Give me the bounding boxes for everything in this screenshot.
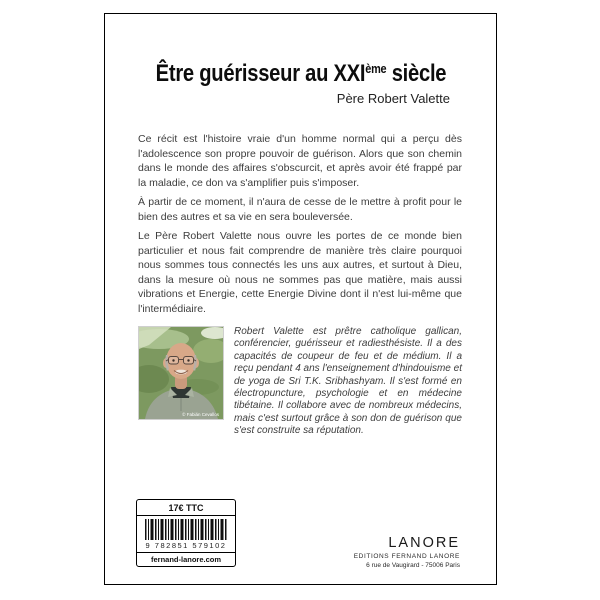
publisher-address: 6 rue de Vaugirard - 75006 Paris [366, 561, 460, 569]
publisher-name: EDITIONS FERNAND LANORE [353, 553, 460, 560]
book-title-part2: siècle [385, 60, 446, 87]
synopsis-paragraph-2: À partir de ce moment, il n'aura de cesse de le mettre à profit pour le bien des autres et sa vie en sera bouleversée. [138, 196, 462, 223]
author-bio-section [138, 326, 462, 438]
publisher-block [354, 535, 460, 569]
price-label: 17€ TTC [137, 500, 235, 516]
title-block [105, 60, 496, 88]
synopsis-paragraph-3: Le Père Robert Valette nous ouvre les portes de ce monde bien particulier et nous fait comprendre de manière très claire pourquoi nous sommes tous connectés les uns aux autres, et surtout à Dieu, dans la mesure où nous ne sommes pas que matière, mais aussi vibrations et Energie, cette Energie Divine dont il n'est lui-même que l'intermédiaire. [138, 230, 462, 315]
barcode-box [136, 499, 236, 567]
synopsis [138, 132, 462, 316]
synopsis-paragraph-1: Ce récit est l'histoire vraie d'un homme normal qui a perçu dès l'adolescence son propre pouvoir de guérison. Alors que son chemin dans le monde des affaires s'obscurcit, et après avoir été frappé par la maladie, ce don va s'amplifier puis s'imposer. [138, 133, 462, 189]
book-title-superscript: ème [364, 61, 386, 76]
book-title-part1: Être guérisseur au XXI [155, 60, 365, 87]
photo-credit: © Fabián Cevallos [182, 412, 219, 417]
publisher-logo: LANORE [388, 535, 460, 551]
barcode-icon [145, 519, 227, 540]
author-name: Père Robert Valette [336, 91, 450, 106]
isbn-digits: 9 782851 579102 [137, 540, 235, 553]
author-photo [138, 326, 224, 420]
author-photo-illustration [139, 327, 223, 419]
author-bio-text: Robert Valette est prêtre catholique gallican, conférencier, guérisseur et radiesthésiste. Il a des capacités de coupeur de feu et de médium. Il a reçu pendant 4 ans l'enseignement d'hindouisme et de yoga de Sri T.K. Sribhashyam. Il s'est formé en électropuncture, psychologie et en médecine tibétaine. Il collabore avec de nombreux médecins, mais c'est surtout grâce à son don de guérison que s'est construite sa réputation. [234, 326, 462, 437]
book-back-cover [104, 13, 497, 585]
book-title [155, 60, 446, 88]
publisher-website: fernand-lanore.com [150, 555, 221, 564]
